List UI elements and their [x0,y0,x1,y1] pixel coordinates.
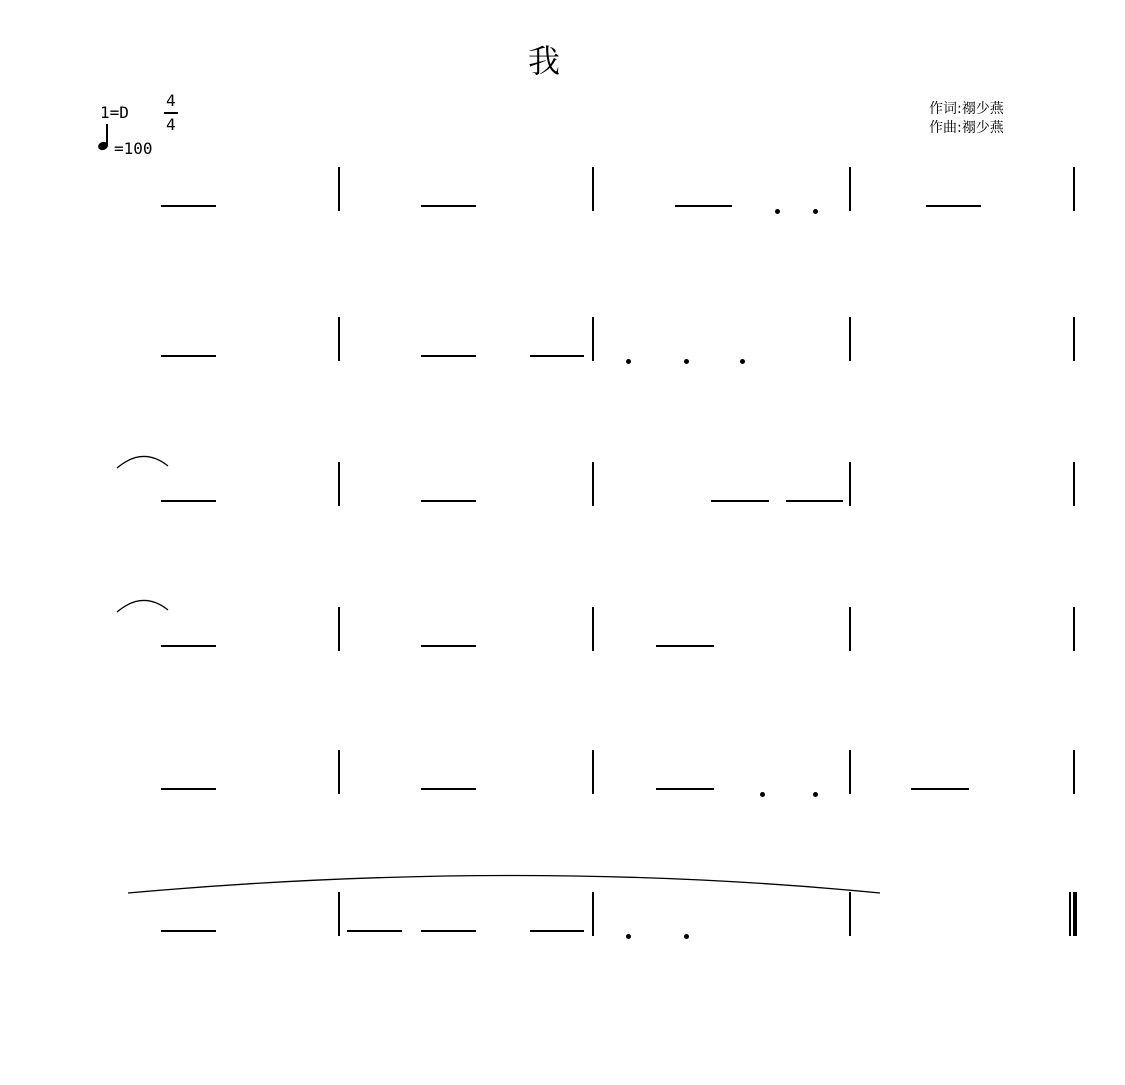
underline-beam [421,930,476,932]
underline-beam [421,500,476,502]
time-signature-line [164,112,178,114]
underline-beam [421,788,476,790]
bar-line [592,607,594,651]
bar-line [849,167,851,211]
bar-line [849,317,851,361]
octave-dot [626,934,631,939]
slur-system-4 [117,600,168,612]
bar-line [1073,167,1075,211]
underline-beam [911,788,969,790]
bar-line [849,750,851,794]
octave-dot [684,934,689,939]
underline-beam [161,355,216,357]
underline-beam [347,930,402,932]
bar-line [592,167,594,211]
underline-beam [656,645,714,647]
bar-line [1073,462,1075,506]
bar-line [338,750,340,794]
octave-dot [740,359,745,364]
bar-line [849,892,851,936]
underline-beam [711,500,769,502]
bar-line [849,607,851,651]
bar-line [1073,607,1075,651]
underline-beam [161,645,216,647]
underline-beam [421,355,476,357]
octave-dot [775,209,780,214]
underline-beam [421,645,476,647]
bar-line [338,317,340,361]
octave-dot [813,209,818,214]
quarter-note-stem [106,124,108,146]
time-signature-top: 4 [166,91,176,110]
bar-line [849,462,851,506]
underline-beam [421,205,476,207]
bar-line [592,462,594,506]
bar-line [338,607,340,651]
bar-line [1073,317,1075,361]
final-bar-line [1069,892,1071,936]
composer-credit: 作曲:禤少燕 [929,120,1004,136]
underline-beam [161,930,216,932]
underline-beam [530,355,584,357]
tempo-marking: =100 [114,139,153,158]
bar-line [592,317,594,361]
underline-beam [161,500,216,502]
bar-line [592,892,594,936]
final-bar-line-thick [1073,892,1077,936]
octave-dot [626,359,631,364]
octave-dot [760,792,765,797]
slur-system-3 [117,456,168,468]
bar-line [1073,750,1075,794]
underline-beam [161,788,216,790]
underline-beam [161,205,216,207]
octave-dot [684,359,689,364]
slur-system-6 [128,876,880,894]
underline-beam [530,930,584,932]
underline-beam [786,500,843,502]
bar-line [338,462,340,506]
bar-line [338,167,340,211]
underline-beam [656,788,714,790]
bar-line [338,892,340,936]
underline-beam [926,205,981,207]
lyricist-credit: 作词:禤少燕 [929,101,1004,117]
key-signature: 1=D [100,103,129,122]
octave-dot [813,792,818,797]
underline-beam [675,205,732,207]
time-signature-bottom: 4 [166,115,176,134]
bar-line [592,750,594,794]
song-title: 我 [527,42,560,80]
